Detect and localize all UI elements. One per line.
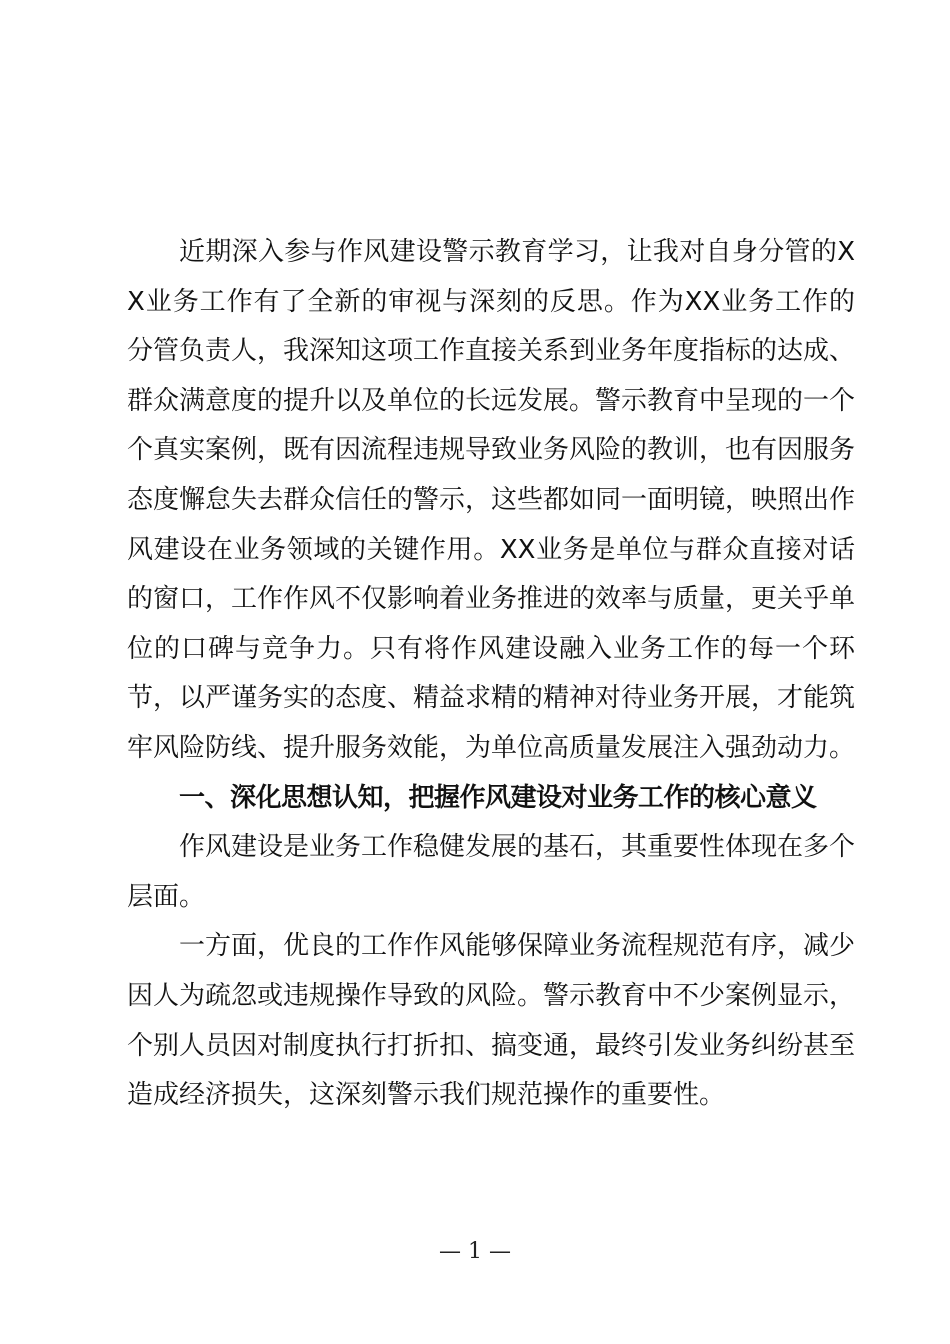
section-paragraph-1: 作风建设是业务工作稳健发展的基石，其重要性体现在多个层面。: [127, 832, 856, 912]
section-paragraph-2: 一方面，优良的工作作风能够保障业务流程规范有序，减少因人为疏忽或违规操作导致的风险。警示教育中不少案例显示，个别人员因对制度执行打折扣、搞变通，最终引发业务纠纷甚至造成经济损失，这深刻警示我们规范操作的重要性。: [127, 931, 856, 1111]
section-heading: 一、深化思想认知，把握作风建设对业务工作的核心意义: [179, 782, 817, 813]
page-number: — 1 —: [439, 1239, 511, 1264]
document-body: [127, 228, 855, 1121]
intro-paragraph: 近期深入参与作风建设警示教育学习，让我对自身分管的XX业务工作有了全新的审视与深刻的反思。作为XX业务工作的分管负责人，我深知这项工作直接关系到业务年度指标的达成、群众满意度的提升以及单位的长远发展。警示教育中呈现的一个个真实案例，既有因流程违规导致业务风险的教训，也有因服务态度懈怠失去群众信任的警示，这些都如同一面明镜，映照出作风建设在业务领域的关键作用。XX业务是单位与群众直接对话的窗口，工作作风不仅影响着业务推进的效率与质量，更关乎单位的口碑与竞争力。只有将作风建设融入业务工作的每一个环节，以严谨务实的态度、精益求精的精神对待业务开展，才能筑牢风险防线、提升服务效能，为单位高质量发展注入强劲动力。: [127, 237, 856, 763]
